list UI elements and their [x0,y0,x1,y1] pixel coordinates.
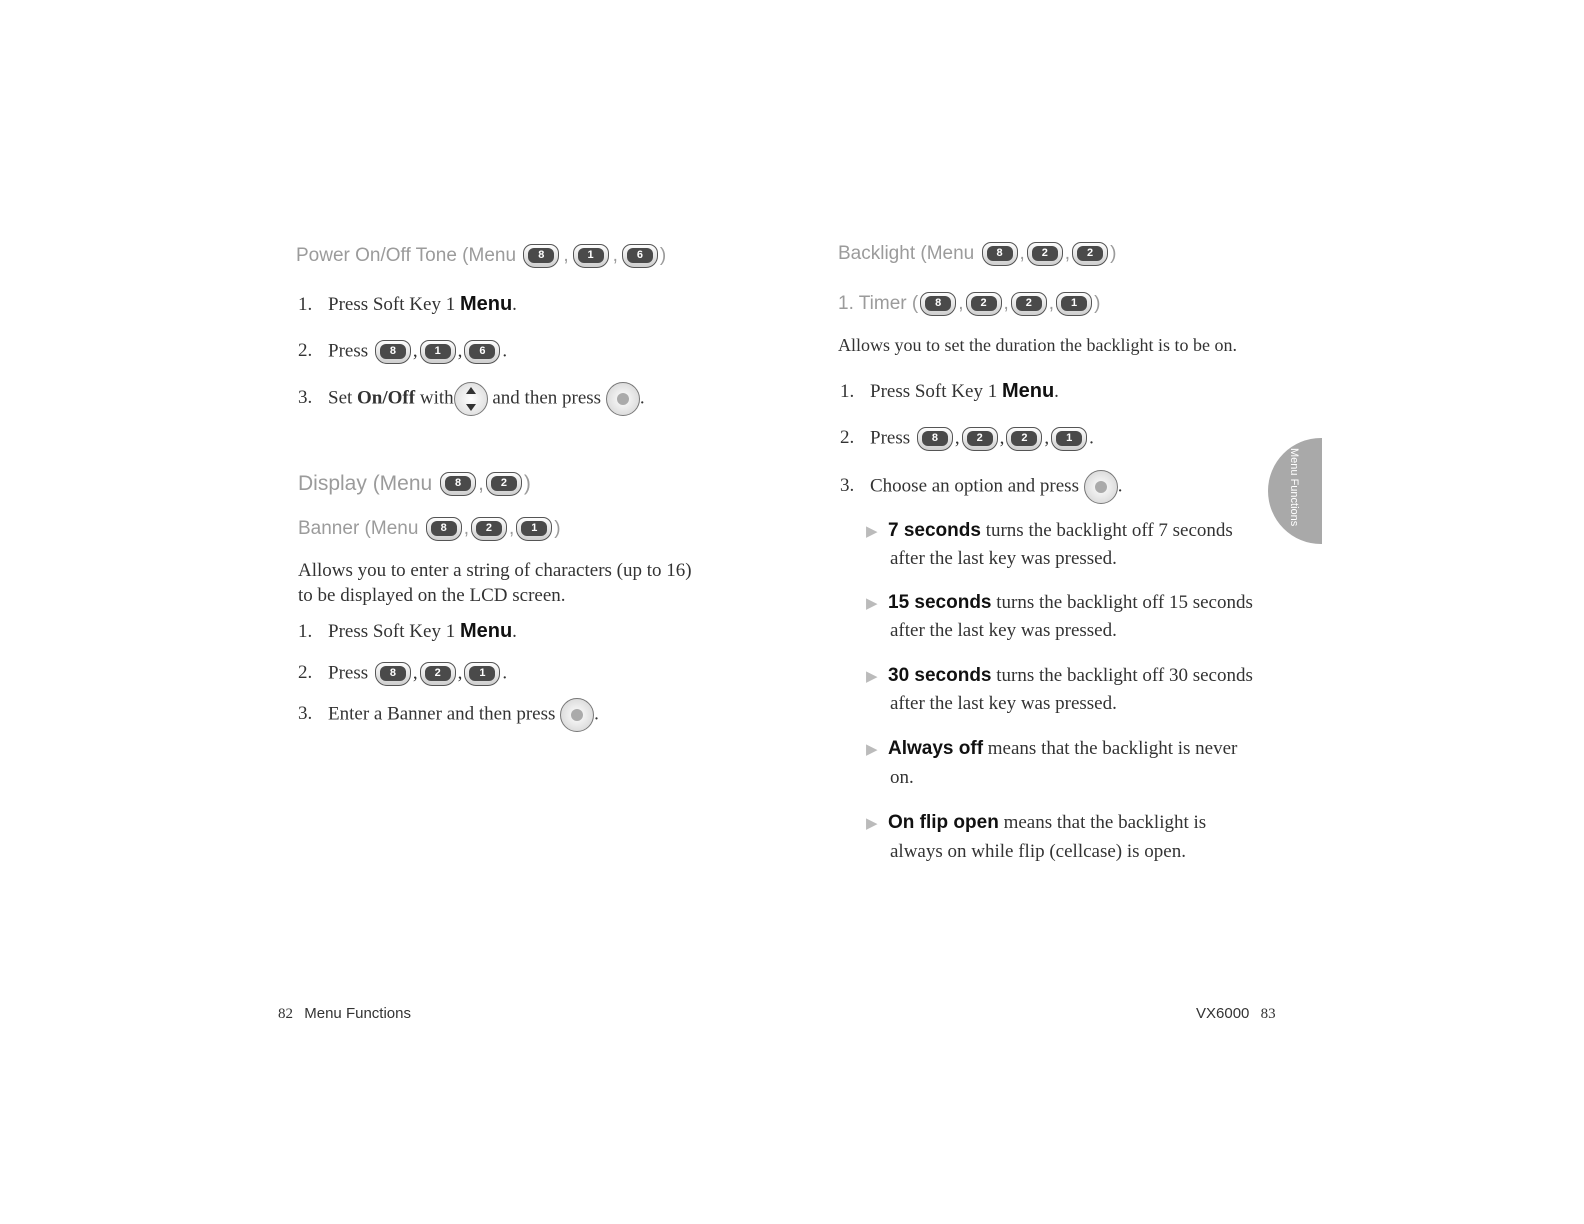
key-icon: 1 [1051,427,1087,451]
key-icon: 1 [573,244,609,268]
key-icon: 2 [962,427,998,451]
key-icon: 2 [420,662,456,686]
key-icon: 8 [920,292,956,316]
key-icon: 8 [982,242,1018,266]
bullet-arrow-icon: ▶ [866,596,878,612]
option-7-seconds-line2: after the last key was pressed. [890,548,1117,569]
banner-step-2: 2. Press 8 , 2 , 1 . [298,662,507,686]
key-icon: 8 [523,244,559,268]
timer-description: Allows you to set the duration the backlight is to be on. [838,335,1237,355]
option-15-seconds-line2: after the last key was pressed. [890,620,1117,641]
key-icon: 6 [622,244,658,268]
key-icon: 1 [420,340,456,364]
key-icon: 2 [1006,427,1042,451]
footer-left-title: Menu Functions [304,1005,411,1022]
key-icon: 2 [1011,292,1047,316]
timer-heading: 1. Timer ( 8 , 2 , 2 , 1 ) [838,293,1101,315]
option-always-off-line2: on. [890,767,914,788]
key-icon: 2 [486,472,522,496]
key-icon: 2 [1072,242,1108,266]
timer-step-1: 1. Press Soft Key 1 Menu. [840,380,1059,402]
option-30-seconds: ▶ 30 seconds turns the backlight off 30 seconds [866,665,1253,686]
option-15-seconds: ▶ 15 seconds turns the backlight off 15 seconds [866,592,1253,613]
ok-key-icon [606,382,640,416]
bullet-arrow-icon: ▶ [866,524,878,540]
power-step-1: 1. Press Soft Key 1 Menu. [298,293,517,315]
section-tab [1268,438,1322,544]
key-icon: 2 [471,517,507,541]
banner-description-line2: to be displayed on the LCD screen. [298,585,566,606]
key-icon: 8 [426,517,462,541]
timer-step-2: 2. Press 8 , 2 , 2 , 1 . [840,427,1094,451]
key-icon: 1 [516,517,552,541]
key-icon: 1 [464,662,500,686]
timer-step-3: 3. Choose an option and press . [840,470,1122,504]
key-icon: 1 [1056,292,1092,316]
key-icon: 8 [375,662,411,686]
page-number-right: 83 [1260,1006,1276,1022]
page-number-left: 82 [278,1006,293,1022]
heading-text: Power On/Off Tone (Menu [296,245,517,267]
menu-label: Menu [1001,380,1055,402]
section-tab-label: Menu Functions [1288,448,1300,527]
banner-description-line1: Allows you to enter a string of characters (up to 16) [298,560,692,581]
key-icon: 8 [917,427,953,451]
key-icon: 8 [440,472,476,496]
power-step-3: 3. Set On/Off with and then press . [298,382,645,416]
menu-label: Menu [459,620,513,642]
bullet-arrow-icon: ▶ [866,669,878,685]
backlight-heading: Backlight (Menu 8 , 2 , 2 ) [838,243,1117,265]
footer-right-title: VX6000 [1196,1005,1250,1022]
option-on-flip-open-line2: always on while flip (cellcase) is open. [890,841,1186,862]
option-7-seconds: ▶ 7 seconds turns the backlight off 7 seconds [866,520,1233,541]
key-icon: 2 [1027,242,1063,266]
banner-step-1: 1. Press Soft Key 1 Menu. [298,620,517,642]
banner-step-3: 3. Enter a Banner and then press . [298,698,599,732]
ok-key-icon [560,698,594,732]
display-heading: Display (Menu 8 , 2 ) [298,472,531,495]
menu-label: Menu [459,293,513,315]
ok-key-icon [1084,470,1118,504]
bullet-arrow-icon: ▶ [866,742,878,758]
key-icon: 2 [966,292,1002,316]
navigation-key-icon [454,382,488,416]
footer-right [1196,1005,1276,1023]
power-step-2: 2. Press 8 , 1 , 6 . [298,340,507,364]
key-icon: 8 [375,340,411,364]
option-on-flip-open: ▶ On flip open means that the backlight is [866,812,1207,833]
bullet-arrow-icon: ▶ [866,816,878,832]
key-icon: 6 [464,340,500,364]
option-30-seconds-line2: after the last key was pressed. [890,693,1117,714]
footer-left [278,1005,411,1023]
power-tone-heading: Power On/Off Tone (Menu 8 , 1 , 6 ) [296,245,667,267]
banner-heading: Banner (Menu 8 , 2 , 1 ) [298,518,561,540]
option-always-off: ▶ Always off means that the backlight is never [866,738,1238,759]
